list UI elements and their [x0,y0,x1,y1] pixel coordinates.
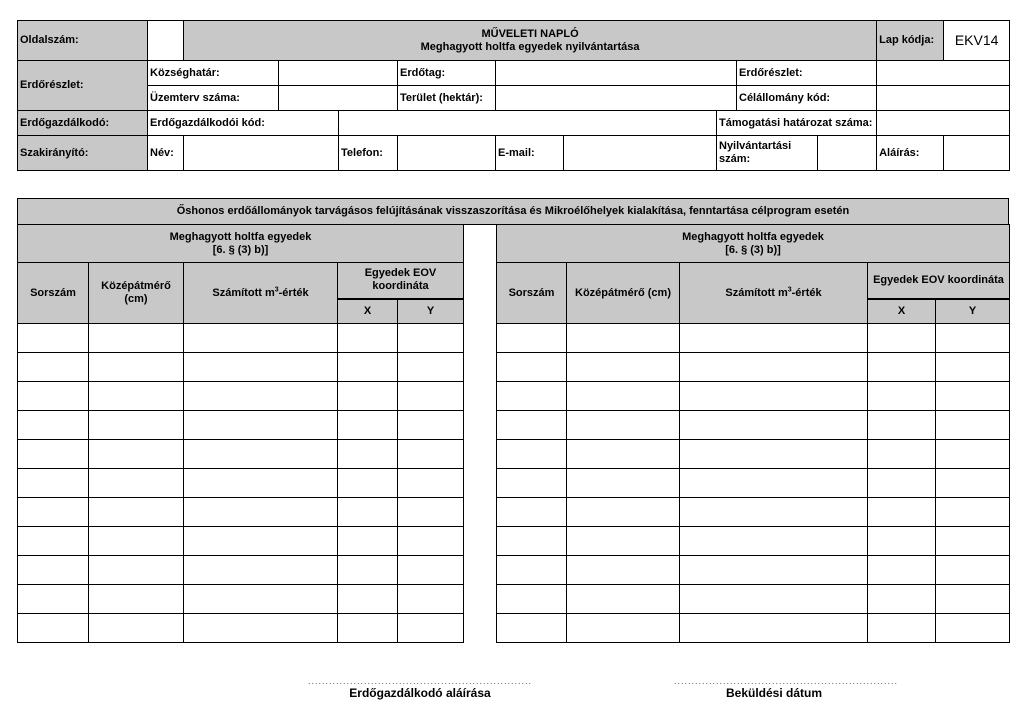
celallomany-field[interactable] [877,86,1010,111]
cell[interactable] [18,440,89,469]
rows-right [497,324,1010,643]
cell[interactable] [398,527,464,556]
cell[interactable] [18,585,89,614]
table-row [18,411,464,440]
table-row [497,614,1010,643]
cell[interactable] [680,382,868,411]
table-row [497,556,1010,585]
cell[interactable] [497,324,567,353]
cell[interactable] [680,440,868,469]
nev-field[interactable] [184,136,339,171]
cell[interactable] [868,324,936,353]
table-row [18,324,464,353]
erdoreszlet-label: Erdőrészlet: [737,61,877,86]
cell[interactable] [89,585,184,614]
cell[interactable] [338,411,398,440]
cell[interactable] [497,527,567,556]
log-table-right [496,224,1010,643]
cell[interactable] [338,469,398,498]
cell[interactable] [936,585,1010,614]
cell[interactable] [398,556,464,585]
cell[interactable] [398,498,464,527]
telefon-field[interactable] [398,136,496,171]
group-title-right: Meghagyott holtfa egyedek [682,230,824,243]
table-row [18,382,464,411]
cell[interactable] [184,614,338,643]
cell[interactable] [936,382,1010,411]
cell[interactable] [89,353,184,382]
table-row [18,440,464,469]
cell[interactable] [936,324,1010,353]
uzemterv-label: Üzemterv száma: [148,86,279,111]
cell[interactable] [868,614,936,643]
header-table [17,20,1010,171]
erdotag-field[interactable] [496,61,737,86]
cell[interactable] [680,469,868,498]
tamogatasi-field[interactable] [877,111,1010,136]
cell[interactable] [338,498,398,527]
cell[interactable] [18,353,89,382]
celallomany-label: Célállomány kód: [737,86,877,111]
cell[interactable] [497,440,567,469]
cell[interactable] [497,353,567,382]
col-sorszam-right: Sorszám [497,263,567,324]
erdogazdalkodoi-kod-label: Erdőgazdálkodói kód: [148,111,339,136]
log-title-table [17,198,1009,225]
cell[interactable] [398,382,464,411]
table-row [497,324,1010,353]
signature-dots-2: ................................................................ [674,676,899,686]
cell[interactable] [868,411,936,440]
erdogazdalkodoi-kod-field[interactable] [339,111,717,136]
alairas-field[interactable] [944,136,1010,171]
cell[interactable] [184,556,338,585]
erdoreszlet-group-label: Erdőrészlet: [18,61,148,111]
cell[interactable] [18,614,89,643]
nev-label: Név: [148,136,184,171]
szakiranyito-label: Szakirányító: [18,136,148,171]
col-y-left: Y [398,299,464,324]
cell[interactable] [868,556,936,585]
kozseghatar-field[interactable] [279,61,398,86]
cell[interactable] [18,498,89,527]
cell[interactable] [936,556,1010,585]
table-row [18,353,464,382]
col-eov-left: Egyedek EOV koordináta [338,263,464,299]
terulet-label: Terület (hektár): [398,86,496,111]
col-kozepatmero-left: Középátmérő (cm) [89,263,184,324]
cell[interactable] [184,469,338,498]
table-row [18,585,464,614]
cell[interactable] [338,440,398,469]
cell[interactable] [184,324,338,353]
table-row [497,527,1010,556]
cell[interactable] [680,411,868,440]
table-row [18,469,464,498]
cell[interactable] [497,498,567,527]
nyilvantartasi-label: Nyilvántartási szám: [717,136,818,171]
cell[interactable] [338,585,398,614]
cell[interactable] [18,382,89,411]
log-table-left [17,224,464,643]
cell[interactable] [680,614,868,643]
cell[interactable] [89,469,184,498]
log-title: Őshonos erdőállományok tarvágásos felújításának visszaszorítása és Mikroélőhelyek kialakítása, fenntartása célprogram esetén [18,199,1009,225]
cell[interactable] [936,498,1010,527]
cell[interactable] [680,527,868,556]
table-row [497,411,1010,440]
cell[interactable] [868,353,936,382]
cell[interactable] [398,411,464,440]
cell[interactable] [89,382,184,411]
form-title-main: MŰVELETI NAPLÓ [481,27,579,40]
signature-dots-1: ................................................................ [307,676,533,686]
cell[interactable] [567,411,680,440]
cell[interactable] [567,614,680,643]
cell[interactable] [497,411,567,440]
form-title [184,21,877,61]
cell[interactable] [89,556,184,585]
group-ref-left: [6. § (3) b)] [212,243,269,256]
cell[interactable] [338,556,398,585]
col-x-right: X [868,299,936,324]
cell[interactable] [680,556,868,585]
table-row [497,440,1010,469]
cell[interactable] [338,382,398,411]
cell[interactable] [868,440,936,469]
col-sorszam-left: Sorszám [18,263,89,324]
col-x-left: X [338,299,398,324]
cell[interactable] [184,382,338,411]
cell[interactable] [680,353,868,382]
tamogatasi-label: Támogatási határozat száma: [717,111,877,136]
cell[interactable] [338,353,398,382]
cell[interactable] [567,556,680,585]
col-szamitott-left: Számított $m^3$-érték [184,263,338,324]
cell[interactable] [497,585,567,614]
cell[interactable] [89,324,184,353]
cell[interactable] [184,440,338,469]
cell[interactable] [398,353,464,382]
cell[interactable] [567,324,680,353]
table-row [497,498,1010,527]
telefon-label: Telefon: [339,136,398,171]
cell[interactable] [89,527,184,556]
table-row [497,469,1010,498]
cell[interactable] [567,527,680,556]
lap-kodja-label: Lap kódja: [877,21,944,61]
form-title-sub: Meghagyott holtfa egyedek nyilvántartása [420,40,640,53]
cell[interactable] [567,353,680,382]
cell[interactable] [868,585,936,614]
table-row [18,614,464,643]
cell[interactable] [338,527,398,556]
cell[interactable] [497,614,567,643]
cell[interactable] [936,527,1010,556]
col-kozepatmero-right: Középátmérő (cm) [567,263,680,324]
cell[interactable] [680,324,868,353]
cell[interactable] [184,585,338,614]
cell[interactable] [18,411,89,440]
cell[interactable] [18,469,89,498]
cell[interactable] [936,469,1010,498]
cell[interactable] [868,382,936,411]
cell[interactable] [868,469,936,498]
email-field[interactable] [564,136,717,171]
table-row [18,498,464,527]
table-row [497,585,1010,614]
cell[interactable] [184,527,338,556]
col-szamitott-right: Számított $m^3$-érték [680,263,868,324]
cell[interactable] [567,498,680,527]
cell[interactable] [567,469,680,498]
cell[interactable] [936,440,1010,469]
erdoreszlet-field[interactable] [877,61,1010,86]
cell[interactable] [89,498,184,527]
erdogazdalkodo-label: Erdőgazdálkodó: [18,111,148,136]
cell[interactable] [184,498,338,527]
cell[interactable] [398,469,464,498]
cell[interactable] [398,324,464,353]
cell[interactable] [497,382,567,411]
group-title-left: Meghagyott holtfa egyedek [169,230,312,243]
cell[interactable] [567,440,680,469]
lap-kodja-value: EKV14 [944,21,1010,61]
cell[interactable] [398,585,464,614]
cell[interactable] [89,440,184,469]
table-row [18,527,464,556]
kozseghatar-label: Községhatár: [148,61,279,86]
cell[interactable] [89,411,184,440]
alairas-label: Aláírás: [877,136,944,171]
oldalszam-field[interactable] [148,21,184,61]
nyilvantartasi-field[interactable] [818,136,877,171]
cell[interactable] [184,353,338,382]
cell[interactable] [338,614,398,643]
cell[interactable] [18,527,89,556]
erdotag-label: Erdőtag: [398,61,496,86]
cell[interactable] [936,614,1010,643]
cell[interactable] [497,556,567,585]
cell[interactable] [497,469,567,498]
cell[interactable] [18,324,89,353]
cell[interactable] [567,382,680,411]
table-row [497,353,1010,382]
email-label: E-mail: [496,136,564,171]
terulet-field[interactable] [496,86,737,111]
group-header-left [18,225,464,263]
cell[interactable] [936,353,1010,382]
cell[interactable] [89,614,184,643]
cell[interactable] [398,440,464,469]
cell[interactable] [680,498,868,527]
cell[interactable] [868,498,936,527]
signature-label-2: Beküldési dátum [725,686,823,700]
cell[interactable] [567,585,680,614]
rows-left [18,324,464,643]
cell[interactable] [398,614,464,643]
cell[interactable] [18,556,89,585]
cell[interactable] [680,585,868,614]
cell[interactable] [868,527,936,556]
signature-label-1: Erdőgazdálkodó aláírása [349,686,491,700]
col-eov-right: Egyedek EOV koordináta [868,263,1010,299]
oldalszam-label: Oldalszám: [18,21,148,61]
table-row [18,556,464,585]
group-ref-right: [6. § (3) b)] [725,243,781,256]
cell[interactable] [184,411,338,440]
table-row [497,382,1010,411]
group-header-right [497,225,1010,263]
col-y-right: Y [936,299,1010,324]
cell[interactable] [338,324,398,353]
cell[interactable] [936,411,1010,440]
uzemterv-field[interactable] [279,86,398,111]
